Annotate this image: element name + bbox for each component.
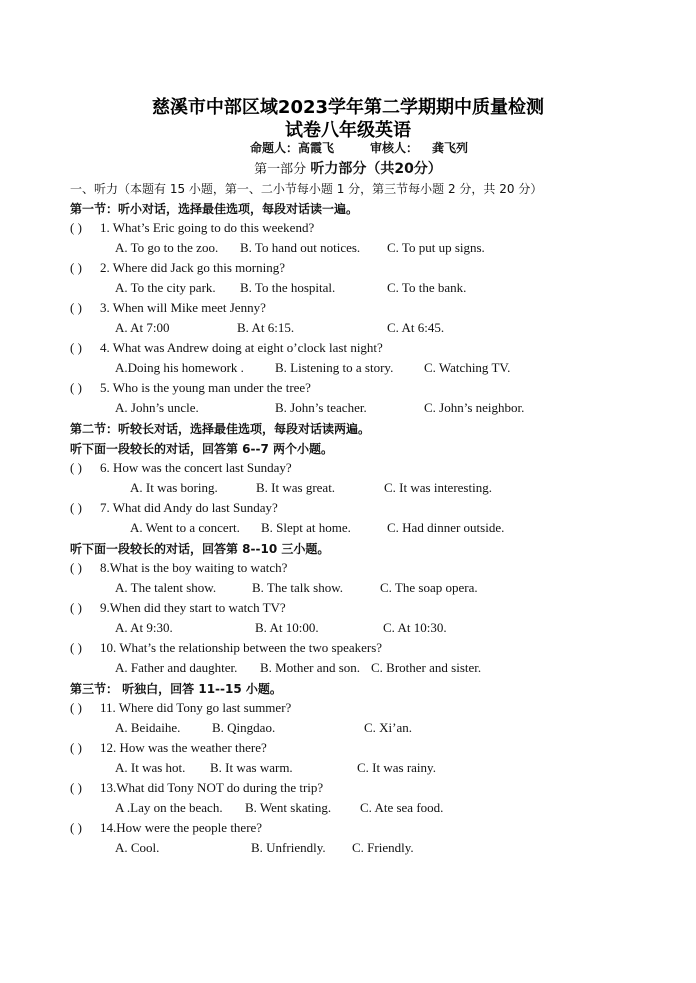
- question-3-option-a: A. At 7:00: [115, 320, 170, 335]
- answer-blank-5: ( ): [70, 380, 82, 395]
- question-14-option-a: A. Cool.: [115, 840, 160, 855]
- exam-title: 慈溪市中部区域2023学年第二学期期中质量检测: [151, 97, 545, 118]
- question-1-option-a: A. To go to the zoo.: [115, 240, 219, 255]
- question-9-option-c: C. At 10:30.: [383, 620, 447, 635]
- question-11-option-a: A. Beidaihe.: [115, 720, 181, 735]
- exam-subtitle: 试卷八年级英语: [285, 120, 411, 141]
- question-8: 8.What is the boy waiting to watch?: [100, 560, 288, 575]
- question-1-option-b: B. To hand out notices.: [240, 240, 361, 255]
- section-2-sub-1: 听下面一段较长的对话，回答第 6--7 两个小题。: [70, 442, 334, 456]
- question-13: 13.What did Tony NOT do during the trip?: [100, 780, 324, 795]
- part-heading: [0, 158, 696, 178]
- question-6-option-a: A. It was boring.: [130, 480, 218, 495]
- question-9-option-a: A. At 9:30.: [115, 620, 173, 635]
- answer-blank-6: ( ): [70, 460, 82, 475]
- answer-blank-10: ( ): [70, 640, 82, 655]
- section-2-sub-2: 听下面一段较长的对话，回答第 8--10 三小题。: [70, 542, 330, 556]
- question-2-option-b: B. To the hospital.: [240, 280, 336, 295]
- question-13-option-c: C. Ate sea food.: [360, 800, 444, 815]
- question-8-option-b: B. The talk show.: [252, 580, 343, 595]
- answer-blank-3: ( ): [70, 300, 82, 315]
- question-11: 11. Where did Tony go last summer?: [100, 700, 292, 715]
- answer-blank-1: ( ): [70, 220, 82, 235]
- question-2-option-c: C. To the bank.: [387, 280, 467, 295]
- answer-blank-14: ( ): [70, 820, 82, 835]
- question-13-option-b: B. Went skating.: [245, 800, 332, 815]
- question-8-option-a: A. The talent show.: [115, 580, 217, 595]
- question-14: 14.How were the people there?: [100, 820, 263, 835]
- question-1-option-c: C. To put up signs.: [387, 240, 485, 255]
- section-intro: 一、听力（本题有 15 小题，第一、二小节每小题 1 分，第三节每小题 2 分，共 20 分）: [70, 182, 543, 196]
- question-10-option-a: A. Father and daughter.: [115, 660, 238, 675]
- question-10-option-b: B. Mother and son.: [260, 660, 361, 675]
- question-4-option-b: B. Listening to a story.: [275, 360, 394, 375]
- part-title: 听力部分（共20分）: [310, 161, 442, 177]
- question-11-option-b: B. Qingdao.: [212, 720, 276, 735]
- answer-blank-9: ( ): [70, 600, 82, 615]
- question-2-option-a: A. To the city park.: [115, 280, 216, 295]
- question-10: 10. What’s the relationship between the two speakers?: [100, 640, 383, 655]
- question-1: 1. What’s Eric going to do this weekend?: [100, 220, 315, 235]
- question-5-option-a: A. John’s uncle.: [115, 400, 199, 415]
- question-6-option-b: B. It was great.: [256, 480, 336, 495]
- question-5-option-b: B. John’s teacher.: [275, 400, 367, 415]
- question-5: 5. Who is the young man under the tree?: [100, 380, 311, 395]
- answer-blank-13: ( ): [70, 780, 82, 795]
- question-7-option-b: B. Slept at home.: [261, 520, 351, 535]
- question-2: 2. Where did Jack go this morning?: [100, 260, 285, 275]
- question-4-option-a: A.Doing his homework .: [115, 360, 244, 375]
- answer-blank-8: ( ): [70, 560, 82, 575]
- question-7-option-c: C. Had dinner outside.: [387, 520, 505, 535]
- question-9: 9.When did they start to watch TV?: [100, 600, 286, 615]
- reviewer-name: 龚飞列: [432, 141, 469, 155]
- question-14-option-b: B. Unfriendly.: [251, 840, 326, 855]
- question-12: 12. How was the weather there?: [100, 740, 267, 755]
- question-3-option-b: B. At 6:15.: [237, 320, 295, 335]
- question-3-option-c: C. At 6:45.: [387, 320, 445, 335]
- section-3-heading: 第三节： 听独白，回答 11--15 小题。: [70, 682, 282, 696]
- reviewer-label: 审核人：: [370, 141, 419, 155]
- question-8-option-c: C. The soap opera.: [380, 580, 478, 595]
- question-9-option-b: B. At 10:00.: [255, 620, 319, 635]
- answer-blank-2: ( ): [70, 260, 82, 275]
- question-12-option-c: C. It was rainy.: [357, 760, 436, 775]
- question-12-option-b: B. It was warm.: [210, 760, 293, 775]
- question-4: 4. What was Andrew doing at eight o’clock last night?: [100, 340, 383, 355]
- question-14-option-c: C. Friendly.: [352, 840, 414, 855]
- question-6-option-c: C. It was interesting.: [384, 480, 492, 495]
- answer-blank-4: ( ): [70, 340, 82, 355]
- author-label: 命题人：高霞飞: [250, 141, 335, 155]
- question-13-option-a: A .Lay on the beach.: [115, 800, 223, 815]
- part-prefix: 第一部分: [254, 162, 307, 177]
- question-3: 3. When will Mike meet Jenny?: [100, 300, 266, 315]
- answer-blank-7: ( ): [70, 500, 82, 515]
- question-7: 7. What did Andy do last Sunday?: [100, 500, 278, 515]
- answer-blank-12: ( ): [70, 740, 82, 755]
- section-2-heading: 第二节：听较长对话，选择最佳选项，每段对话读两遍。: [70, 422, 371, 436]
- question-4-option-c: C. Watching TV.: [424, 360, 511, 375]
- question-6: 6. How was the concert last Sunday?: [100, 460, 292, 475]
- question-10-option-c: C. Brother and sister.: [371, 660, 482, 675]
- question-7-option-a: A. Went to a concert.: [130, 520, 240, 535]
- question-5-option-c: C. John’s neighbor.: [424, 400, 525, 415]
- answer-blank-11: ( ): [70, 700, 82, 715]
- question-11-option-c: C. Xi’an.: [364, 720, 413, 735]
- question-12-option-a: A. It was hot.: [115, 760, 186, 775]
- section-1-heading: 第一节：听小对话，选择最佳选项，每段对话读一遍。: [70, 202, 359, 216]
